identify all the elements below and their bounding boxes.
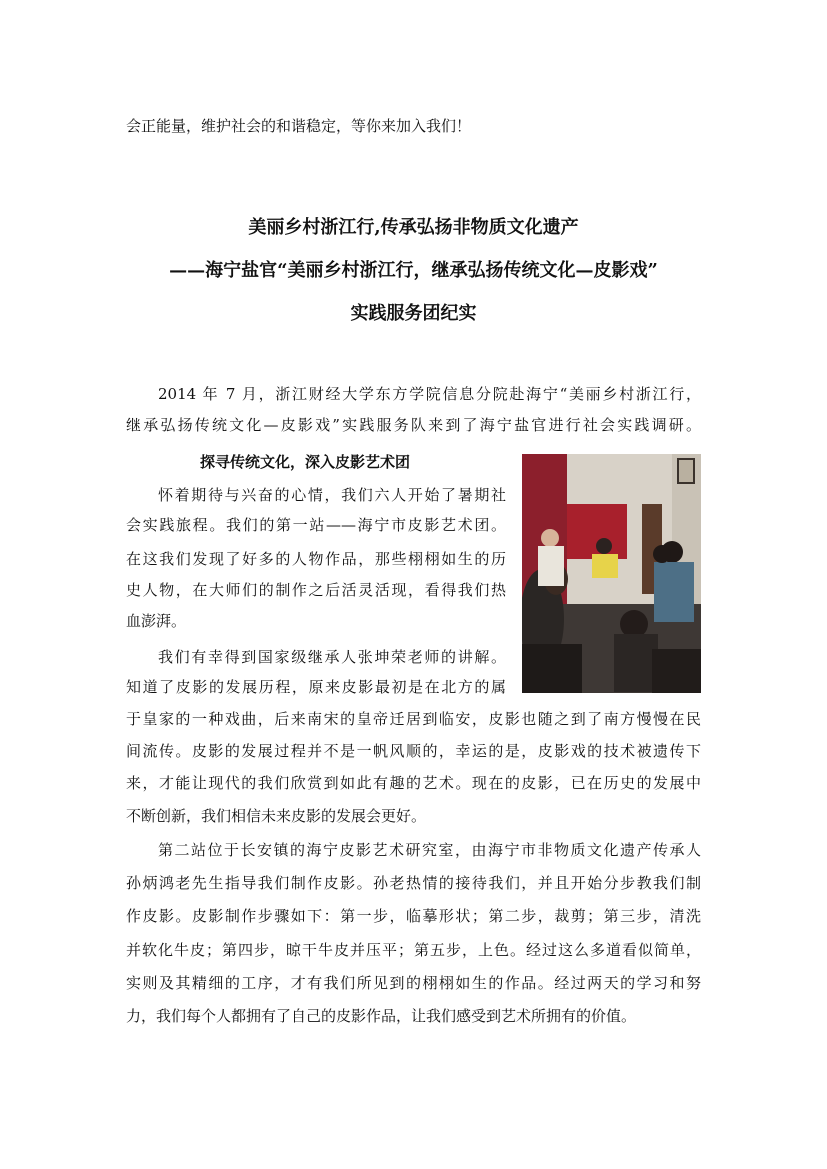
body-line: 第二站位于长安镇的海宁皮影艺术研究室，由海宁市非物质文化遗产传承人 — [158, 841, 701, 859]
title-line-3: 实践服务团纪实 — [350, 303, 477, 324]
intro-line: 继承弘扬传统文化—皮影戏”实践服务队来到了海宁盐官进行社会实践调研。 — [126, 416, 701, 434]
photo-icon — [522, 454, 701, 693]
body-line: 我们有幸得到国家级继承人张坤荣老师的讲解。 — [158, 648, 506, 666]
intro-line: 2014 年 7 月，浙江财经大学东方学院信息分院赴海宁“美丽乡村浙江行， — [158, 385, 701, 403]
title-line-1: 美丽乡村浙江行,传承弘扬非物质文化遗产 — [248, 217, 579, 238]
body-line: 并软化牛皮；第四步，晾干牛皮并压平；第五步，上色。经过这么多道看似简单， — [126, 941, 701, 959]
body-line: 史人物，在大师们的制作之后活灵活现，看得我们热 — [126, 581, 506, 599]
body-line: 力，我们每个人都拥有了自己的皮影作品，让我们感受到艺术所拥有的价值。 — [126, 1007, 637, 1025]
section-heading: 探寻传统文化，深入皮影艺术团 — [200, 453, 411, 471]
body-line: 会实践旅程。我们的第一站——海宁市皮影艺术团。 — [126, 516, 506, 534]
body-line: 怀着期待与兴奋的心情，我们六人开始了暑期社 — [158, 486, 506, 504]
body-line: 间流传。皮影的发展过程并不是一帆风顺的，幸运的是，皮影戏的技术被遗传下 — [126, 742, 701, 760]
body-line: 实则及其精细的工序，才有我们所见到的栩栩如生的作品。经过两天的学习和努 — [126, 974, 701, 992]
group-meeting-photo — [522, 454, 701, 693]
body-line: 来，才能让现代的我们欣赏到如此有趣的艺术。现在的皮影，已在历史的发展中 — [126, 774, 701, 792]
body-line: 在这我们发现了好多的人物作品，那些栩栩如生的历 — [126, 550, 506, 568]
body-line: 孙炳鸿老先生指导我们制作皮影。孙老热情的接待我们，并且开始分步教我们制 — [126, 874, 701, 892]
top-line: 会正能量，维护社会的和谐稳定，等你来加入我们！ — [126, 117, 472, 135]
body-line: 知道了皮影的发展历程，原来皮影最初是在北方的属 — [126, 678, 506, 696]
body-line: 血澎湃。 — [126, 612, 187, 630]
body-line: 作皮影。皮影制作步骤如下：第一步，临摹形状；第二步，裁剪；第三步，清洗 — [126, 907, 701, 925]
title-line-2: ——海宁盐官“美丽乡村浙江行，继承弘扬传统文化—皮影戏” — [169, 260, 658, 281]
body-line: 于皇家的一种戏曲，后来南宋的皇帝迁居到临安，皮影也随之到了南方慢慢在民 — [126, 710, 701, 728]
body-line: 不断创新，我们相信未来皮影的发展会更好。 — [126, 807, 427, 825]
